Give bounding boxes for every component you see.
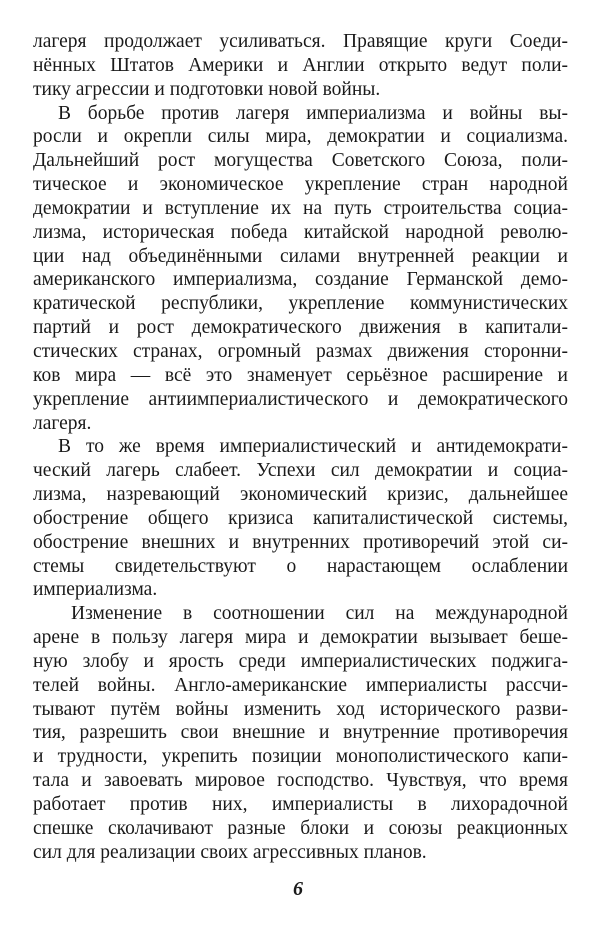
text-line: партий и рост демократического движения в капитали-: [33, 317, 568, 339]
text-line: телей войны. Англо-американские империалисты рассчи-: [33, 674, 568, 696]
text-line: Изменение в соотношении сил на международной: [71, 603, 568, 625]
text-line: Дальнейший рост могущества Советского Союза, поли-: [33, 150, 568, 172]
paragraph: [33, 102, 568, 436]
text-line: империализма.: [33, 579, 158, 601]
text-line: тия, разрешить свои внешние и внутренние противоречия: [33, 722, 568, 744]
text-line: лагеря продолжает усиливаться. Правящие круги Соеди-: [33, 31, 568, 52]
text-line: В борьбе против лагеря империализма и войны вы-: [58, 102, 568, 124]
text-line: лизма, назревающий экономический кризис, дальнейшее: [33, 484, 568, 506]
paragraph: [33, 435, 568, 602]
text-line: ков мира — всё это знаменует серьёзное расширение и: [33, 364, 568, 386]
text-line: росли и окрепли силы мира, демократии и социализма.: [33, 126, 568, 148]
text-line: тику агрессии и подготовки новой войны.: [33, 78, 381, 100]
text-line: арене в пользу лагеря мира и демократии вызывает беше-: [33, 627, 568, 649]
text-line: В то же время империалистический и антидемократи-: [58, 436, 568, 458]
text-line: лизма, историческая победа китайской народной револю-: [33, 221, 568, 243]
text-line: тывают путём войны изменить ход исторического разви-: [33, 698, 568, 720]
text-line: работает против них, империалисты в лихорадочной: [33, 794, 568, 815]
text-line: лагеря.: [33, 412, 92, 434]
text-line: ческий лагерь слабеет. Успехи сил демократии и социа-: [33, 460, 568, 482]
text-line: кратической республики, укрепление коммунистических: [33, 293, 568, 315]
text-line: стических странах, огромный размах движения сторонни-: [33, 340, 568, 362]
text-line: обострение общего кризиса капиталистической системы,: [33, 507, 568, 529]
text-line: спешке сколачивают разные блоки и союзы реакционных: [33, 817, 568, 839]
text-line: американского империализма, создание Германской демо-: [33, 269, 568, 291]
text-line: ную злобу и ярость среди империалистических поджига-: [33, 650, 568, 672]
text-line: ции над объединёнными силами внутренней реакции и: [33, 245, 568, 267]
page-number: 6: [293, 878, 303, 900]
text-line: демократии и вступление их на путь строительства социа-: [33, 197, 568, 219]
paragraph: [33, 602, 568, 864]
text-line: и трудности, укрепить позиции монополистического капи-: [33, 746, 568, 768]
text-line: стемы свидетельствуют о нарастающем ослаблении: [33, 555, 568, 577]
text-line: тическое и экономическое укрепление стран народной: [33, 174, 568, 196]
text-line: тала и завоевать мировое господство. Чувствуя, что время: [33, 770, 568, 792]
page-body-text: [33, 30, 568, 865]
text-line: сил для реализации своих агрессивных планов.: [33, 841, 427, 863]
paragraph: [33, 30, 568, 102]
text-line: укрепление антиимпериалистического и демократического: [33, 388, 568, 410]
text-line: обострение внешних и внутренних противоречий этой си-: [33, 531, 568, 553]
text-line: нённых Штатов Америки и Англии открыто ведут поли-: [33, 54, 568, 76]
